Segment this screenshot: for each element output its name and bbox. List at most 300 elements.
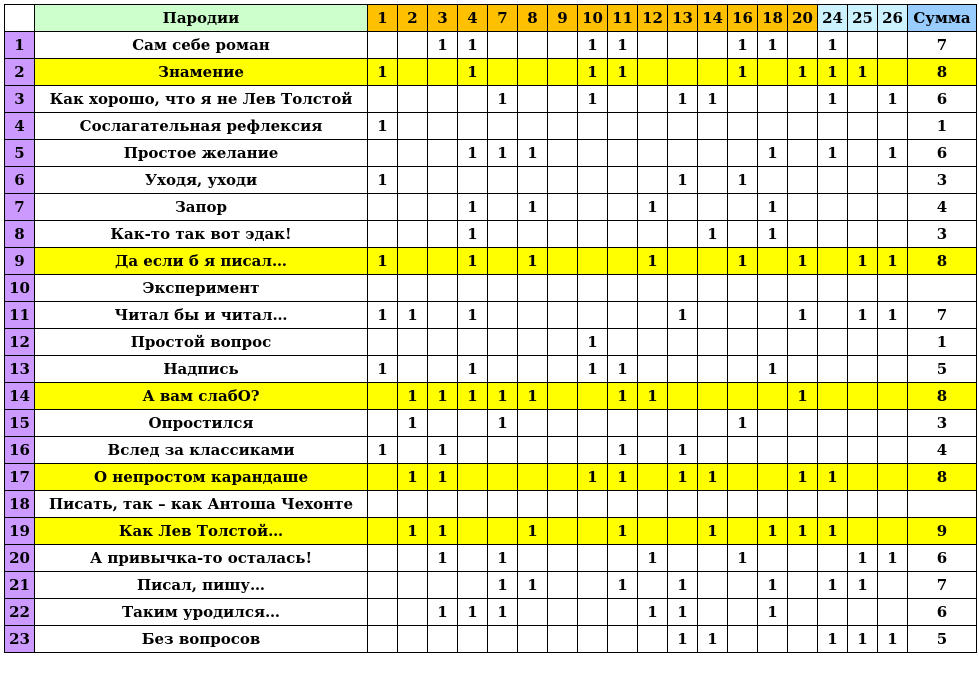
score-cell: [608, 140, 638, 167]
table-row: [5, 302, 977, 329]
score-cell: [818, 329, 848, 356]
row-number: 7: [5, 194, 35, 221]
score-cell: [428, 140, 458, 167]
score-cell: 1: [428, 545, 458, 572]
score-cell: [488, 356, 518, 383]
score-cell: [638, 626, 668, 653]
score-cell: [548, 302, 578, 329]
score-cell: 1: [488, 545, 518, 572]
score-cell: [548, 572, 578, 599]
score-cell: [728, 437, 758, 464]
score-cell: 1: [878, 140, 908, 167]
score-cell: [608, 167, 638, 194]
score-cell: [578, 140, 608, 167]
score-cell: [788, 491, 818, 518]
score-cell: [428, 491, 458, 518]
score-cell: [608, 329, 638, 356]
score-cell: 1: [578, 59, 608, 86]
score-cell: [458, 491, 488, 518]
score-cell: [668, 248, 698, 275]
score-cell: [668, 356, 698, 383]
score-cell: [428, 275, 458, 302]
score-cell: [548, 356, 578, 383]
score-cell: 1: [758, 221, 788, 248]
score-cell: [578, 599, 608, 626]
score-cell: [398, 86, 428, 113]
score-cell: [518, 113, 548, 140]
sum-cell: 8: [908, 248, 977, 275]
score-cell: 1: [698, 626, 728, 653]
table-row: [5, 518, 977, 545]
score-cell: [398, 356, 428, 383]
score-cell: [638, 86, 668, 113]
score-cell: [728, 464, 758, 491]
score-cell: [488, 275, 518, 302]
score-cell: 1: [398, 410, 428, 437]
score-cell: [398, 194, 428, 221]
parody-title: Как хорошо, что я не Лев Толстой: [35, 86, 368, 113]
score-cell: 1: [608, 464, 638, 491]
sum-cell: 3: [908, 410, 977, 437]
score-cell: [548, 545, 578, 572]
column-header: 18: [758, 5, 788, 32]
score-cell: [698, 329, 728, 356]
score-cell: [398, 491, 428, 518]
score-cell: [698, 194, 728, 221]
score-cell: [368, 410, 398, 437]
parody-title: Писать, так – как Антоша Чехонте: [35, 491, 368, 518]
score-cell: [878, 194, 908, 221]
score-cell: [518, 545, 548, 572]
row-number: 4: [5, 113, 35, 140]
score-cell: [878, 437, 908, 464]
score-cell: 1: [788, 518, 818, 545]
score-cell: [728, 491, 758, 518]
score-cell: [848, 275, 878, 302]
score-cell: [578, 275, 608, 302]
score-cell: [638, 32, 668, 59]
score-cell: 1: [758, 572, 788, 599]
score-cell: [848, 599, 878, 626]
score-cell: [638, 572, 668, 599]
score-cell: 1: [488, 383, 518, 410]
score-cell: 1: [428, 464, 458, 491]
column-header: 24: [818, 5, 848, 32]
score-cell: [818, 437, 848, 464]
score-cell: [848, 32, 878, 59]
score-cell: [878, 356, 908, 383]
score-cell: [398, 329, 428, 356]
score-cell: [698, 545, 728, 572]
score-cell: [368, 464, 398, 491]
score-cell: [668, 545, 698, 572]
score-cell: 1: [698, 464, 728, 491]
score-cell: [668, 275, 698, 302]
score-cell: 1: [518, 248, 548, 275]
score-cell: [638, 221, 668, 248]
score-cell: [788, 626, 818, 653]
score-cell: [428, 410, 458, 437]
score-cell: [578, 626, 608, 653]
table-row: [5, 329, 977, 356]
score-cell: [818, 302, 848, 329]
score-cell: [488, 113, 518, 140]
score-cell: 1: [398, 302, 428, 329]
score-cell: [398, 140, 428, 167]
score-cell: [368, 86, 398, 113]
row-number: 23: [5, 626, 35, 653]
score-cell: [548, 383, 578, 410]
score-cell: [698, 572, 728, 599]
score-cell: 1: [788, 464, 818, 491]
score-cell: [788, 356, 818, 383]
score-cell: 1: [608, 59, 638, 86]
score-cell: [548, 518, 578, 545]
table-row: [5, 383, 977, 410]
score-cell: [728, 626, 758, 653]
score-cell: 1: [428, 599, 458, 626]
score-cell: [788, 572, 818, 599]
table-row: [5, 437, 977, 464]
score-cell: [578, 545, 608, 572]
score-cell: 1: [788, 59, 818, 86]
sum-cell: 7: [908, 572, 977, 599]
score-cell: 1: [698, 518, 728, 545]
score-cell: [758, 545, 788, 572]
score-cell: [488, 518, 518, 545]
score-cell: [428, 572, 458, 599]
score-cell: [608, 491, 638, 518]
score-cell: [818, 410, 848, 437]
score-cell: [878, 59, 908, 86]
score-cell: [518, 329, 548, 356]
score-cell: [578, 518, 608, 545]
parody-title: Как-то так вот эдак!: [35, 221, 368, 248]
score-cell: [668, 518, 698, 545]
score-cell: 1: [668, 464, 698, 491]
score-cell: [698, 167, 728, 194]
score-cell: [548, 140, 578, 167]
score-cell: [548, 437, 578, 464]
score-cell: 1: [608, 437, 638, 464]
score-cell: [608, 545, 638, 572]
score-cell: 1: [668, 86, 698, 113]
score-cell: [878, 221, 908, 248]
sum-cell: 6: [908, 86, 977, 113]
score-cell: [728, 356, 758, 383]
score-cell: [668, 383, 698, 410]
sum-cell: 3: [908, 167, 977, 194]
score-cell: [488, 167, 518, 194]
score-cell: [878, 113, 908, 140]
sum-header: Сумма: [908, 5, 977, 32]
score-cell: [398, 437, 428, 464]
score-cell: [458, 410, 488, 437]
score-cell: [548, 464, 578, 491]
score-cell: 1: [428, 383, 458, 410]
score-cell: [638, 113, 668, 140]
row-number: 22: [5, 599, 35, 626]
score-cell: 1: [638, 383, 668, 410]
score-cell: 1: [368, 113, 398, 140]
score-cell: 1: [368, 356, 398, 383]
score-cell: [728, 194, 758, 221]
score-cell: [488, 32, 518, 59]
parody-title: Без вопросов: [35, 626, 368, 653]
row-number: 6: [5, 167, 35, 194]
score-cell: 1: [758, 140, 788, 167]
score-cell: [578, 410, 608, 437]
score-cell: [578, 572, 608, 599]
score-cell: [368, 140, 398, 167]
score-cell: [368, 545, 398, 572]
score-cell: [668, 59, 698, 86]
score-cell: [788, 194, 818, 221]
score-cell: [518, 302, 548, 329]
parody-title: Вслед за классиками: [35, 437, 368, 464]
score-cell: [548, 248, 578, 275]
score-cell: 1: [458, 140, 488, 167]
score-cell: [878, 464, 908, 491]
score-cell: [398, 167, 428, 194]
column-header: 25: [848, 5, 878, 32]
score-cell: [368, 329, 398, 356]
column-header: 4: [458, 5, 488, 32]
sum-cell: 6: [908, 599, 977, 626]
parody-title: А привычка-то осталась!: [35, 545, 368, 572]
score-cell: [428, 356, 458, 383]
score-cell: [818, 491, 848, 518]
table-row: [5, 140, 977, 167]
score-cell: [848, 410, 878, 437]
score-cell: [518, 437, 548, 464]
column-header: 13: [668, 5, 698, 32]
score-cell: 1: [698, 86, 728, 113]
score-cell: 1: [668, 626, 698, 653]
score-cell: [398, 248, 428, 275]
score-cell: [518, 599, 548, 626]
score-cell: [458, 464, 488, 491]
score-cell: [428, 221, 458, 248]
parody-title: Опростился: [35, 410, 368, 437]
score-cell: 1: [488, 599, 518, 626]
score-cell: [518, 59, 548, 86]
score-cell: [638, 302, 668, 329]
score-cell: 1: [758, 32, 788, 59]
score-cell: 1: [848, 302, 878, 329]
score-cell: [698, 302, 728, 329]
parody-title: Да если б я писал…: [35, 248, 368, 275]
score-cell: [758, 302, 788, 329]
score-cell: [608, 302, 638, 329]
table-row: [5, 113, 977, 140]
score-cell: 1: [758, 194, 788, 221]
score-cell: 1: [518, 518, 548, 545]
row-number: 12: [5, 329, 35, 356]
column-header: 20: [788, 5, 818, 32]
score-cell: [608, 275, 638, 302]
score-cell: 1: [488, 410, 518, 437]
score-cell: [758, 329, 788, 356]
score-cell: [638, 464, 668, 491]
score-cell: [788, 221, 818, 248]
score-cell: 1: [728, 410, 758, 437]
score-cell: [488, 59, 518, 86]
table-row: [5, 545, 977, 572]
score-cell: 1: [758, 356, 788, 383]
row-number: 11: [5, 302, 35, 329]
score-cell: 1: [878, 626, 908, 653]
score-cell: [878, 275, 908, 302]
score-cell: 1: [398, 383, 428, 410]
score-cell: 1: [458, 383, 488, 410]
score-cell: 1: [458, 221, 488, 248]
score-cell: 1: [608, 32, 638, 59]
sum-cell: 4: [908, 194, 977, 221]
score-cell: [698, 383, 728, 410]
score-cell: [668, 113, 698, 140]
parody-title-header: Пародии: [35, 5, 368, 32]
score-cell: [608, 626, 638, 653]
score-cell: [398, 572, 428, 599]
score-cell: [818, 383, 848, 410]
score-cell: [758, 464, 788, 491]
score-cell: 1: [518, 194, 548, 221]
score-cell: [608, 86, 638, 113]
score-cell: [878, 491, 908, 518]
score-cell: [668, 329, 698, 356]
score-cell: [518, 167, 548, 194]
score-cell: [428, 113, 458, 140]
score-cell: [458, 545, 488, 572]
score-cell: [818, 194, 848, 221]
parody-title: Знамение: [35, 59, 368, 86]
table-row: [5, 275, 977, 302]
score-cell: [548, 275, 578, 302]
row-number: 10: [5, 275, 35, 302]
score-cell: [368, 626, 398, 653]
score-cell: 1: [578, 32, 608, 59]
parody-title: Сослагательная рефлексия: [35, 113, 368, 140]
score-cell: [758, 86, 788, 113]
score-cell: 1: [788, 302, 818, 329]
score-cell: [788, 140, 818, 167]
score-cell: [728, 329, 758, 356]
score-cell: [758, 59, 788, 86]
score-cell: [368, 491, 398, 518]
score-cell: [668, 194, 698, 221]
score-cell: [578, 437, 608, 464]
parody-score-table: [4, 4, 977, 653]
score-cell: [458, 275, 488, 302]
table-row: [5, 626, 977, 653]
score-cell: [548, 491, 578, 518]
score-cell: 1: [458, 32, 488, 59]
score-cell: 1: [848, 59, 878, 86]
column-header: 3: [428, 5, 458, 32]
score-cell: [878, 329, 908, 356]
score-cell: [878, 32, 908, 59]
column-header: 12: [638, 5, 668, 32]
score-cell: [698, 491, 728, 518]
score-cell: 1: [728, 32, 758, 59]
score-cell: [728, 302, 758, 329]
sum-cell: 6: [908, 140, 977, 167]
sum-cell: 7: [908, 32, 977, 59]
score-cell: [518, 410, 548, 437]
table-row: [5, 410, 977, 437]
score-cell: [548, 113, 578, 140]
score-cell: 1: [728, 545, 758, 572]
score-cell: [488, 491, 518, 518]
score-cell: 1: [878, 86, 908, 113]
score-cell: [638, 437, 668, 464]
row-number: 21: [5, 572, 35, 599]
score-cell: [578, 302, 608, 329]
score-cell: [368, 518, 398, 545]
score-cell: 1: [668, 167, 698, 194]
score-cell: [368, 572, 398, 599]
score-cell: [548, 32, 578, 59]
score-cell: 1: [818, 518, 848, 545]
score-cell: 1: [608, 518, 638, 545]
score-cell: 1: [848, 248, 878, 275]
score-cell: [578, 113, 608, 140]
score-cell: 1: [458, 302, 488, 329]
score-cell: [878, 167, 908, 194]
score-cell: 1: [668, 572, 698, 599]
row-number: 5: [5, 140, 35, 167]
score-cell: [698, 599, 728, 626]
parody-title: Эксперимент: [35, 275, 368, 302]
score-cell: 1: [668, 599, 698, 626]
table-row: [5, 86, 977, 113]
parody-title: Простое желание: [35, 140, 368, 167]
parody-title: О непростом карандаше: [35, 464, 368, 491]
score-cell: 1: [758, 518, 788, 545]
score-cell: [608, 194, 638, 221]
row-number: 18: [5, 491, 35, 518]
score-cell: [458, 518, 488, 545]
score-cell: [398, 275, 428, 302]
table-row: [5, 491, 977, 518]
score-cell: 1: [368, 167, 398, 194]
score-cell: 1: [398, 464, 428, 491]
score-cell: [818, 275, 848, 302]
score-cell: [518, 275, 548, 302]
score-cell: [848, 167, 878, 194]
parody-title: А вам слабО?: [35, 383, 368, 410]
table-row: [5, 248, 977, 275]
sum-cell: 9: [908, 518, 977, 545]
score-cell: 1: [608, 356, 638, 383]
score-cell: [368, 599, 398, 626]
score-cell: [428, 248, 458, 275]
score-cell: [698, 140, 728, 167]
score-cell: 1: [518, 140, 548, 167]
row-number: 3: [5, 86, 35, 113]
score-cell: 1: [638, 248, 668, 275]
score-cell: 1: [458, 194, 488, 221]
score-cell: [758, 167, 788, 194]
score-cell: 1: [728, 248, 758, 275]
row-number-header: [5, 5, 35, 32]
score-cell: [488, 248, 518, 275]
column-header: 11: [608, 5, 638, 32]
row-number: 19: [5, 518, 35, 545]
score-cell: 1: [368, 59, 398, 86]
score-cell: [878, 599, 908, 626]
